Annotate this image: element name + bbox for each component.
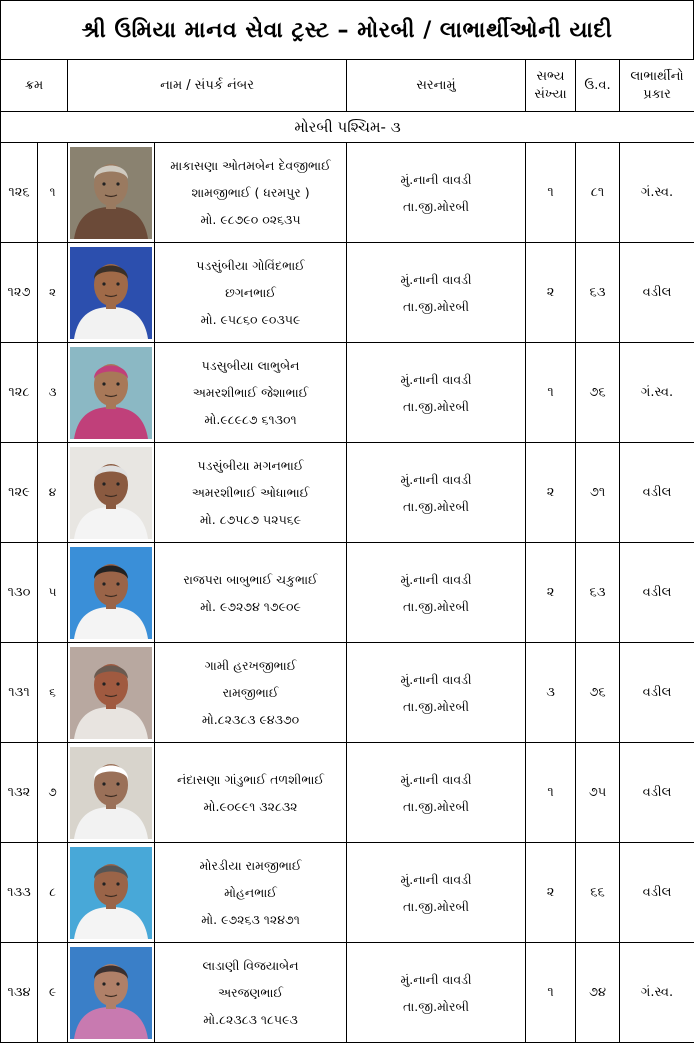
serial-number: ૧૩૧	[1, 643, 38, 743]
beneficiary-type: વડીલ	[620, 243, 694, 343]
beneficiary-type: વડીલ	[620, 443, 694, 543]
member-count: ૨	[526, 843, 576, 943]
phone-number: મો. ૯૭૨૬૩ ૧૨૪૭૧	[155, 906, 346, 933]
sub-number: ૪	[38, 443, 68, 543]
name-contact-cell	[155, 343, 347, 443]
portrait-photo	[70, 447, 152, 539]
age: ૭૬	[576, 343, 620, 443]
photo-cell	[68, 643, 155, 743]
photo-cell	[68, 243, 155, 343]
name-line-1: નંદાસણા ગાંડુભાઈ તળશીભાઈ	[155, 766, 346, 793]
address-cell	[347, 243, 526, 343]
beneficiary-type: ગં.સ્વ.	[620, 343, 694, 443]
beneficiary-table	[0, 59, 694, 1043]
name-line-2: મોહનભાઈ	[155, 879, 346, 906]
address-line-2: તા.જી.મોરબી	[347, 393, 525, 420]
beneficiary-type: ગં.સ્વ.	[620, 943, 694, 1043]
serial-number: ૧૨૭	[1, 243, 38, 343]
age: ૬૩	[576, 243, 620, 343]
member-count: ૨	[526, 243, 576, 343]
member-count: ૨	[526, 543, 576, 643]
address-line-1: મું.નાની વાવડી	[347, 766, 525, 793]
table-header-row	[1, 60, 694, 112]
portrait-photo	[70, 247, 152, 339]
name-contact-cell	[155, 243, 347, 343]
name-line-1: પડસુબીયા લાભુબેન	[155, 352, 346, 379]
address-cell	[347, 543, 526, 643]
name-contact-cell	[155, 743, 347, 843]
table-row	[1, 543, 694, 643]
serial-number: ૧૩૦	[1, 543, 38, 643]
header-members-line1: સભ્ય	[537, 69, 565, 84]
phone-number: મો. ૯૭૨૭૪ ૧૭૯૦૯	[155, 593, 346, 620]
name-line-1: લાડાણી વિજયાબેન	[155, 952, 346, 979]
address-line-2: તા.જી.મોરબી	[347, 493, 525, 520]
address-line-1: મું.નાની વાવડી	[347, 366, 525, 393]
address-cell	[347, 743, 526, 843]
table-row	[1, 243, 694, 343]
beneficiary-type: વડીલ	[620, 643, 694, 743]
table-row	[1, 143, 694, 243]
photo-cell	[68, 543, 155, 643]
address-cell	[347, 843, 526, 943]
age: ૭૫	[576, 743, 620, 843]
address-cell	[347, 643, 526, 743]
serial-number: ૧૨૬	[1, 143, 38, 243]
member-count: ૧	[526, 743, 576, 843]
age: ૭૧	[576, 443, 620, 543]
name-contact-cell	[155, 143, 347, 243]
name-line-1: પડસુંબીયા ગોવિંદભાઈ	[155, 252, 346, 279]
member-count: ૧	[526, 343, 576, 443]
beneficiary-type: વડીલ	[620, 843, 694, 943]
portrait-photo	[70, 547, 152, 639]
header-type-line1: લાભાર્થીનો	[630, 69, 683, 84]
name-contact-cell	[155, 543, 347, 643]
member-count: ૨	[526, 443, 576, 543]
serial-number: ૧૨૯	[1, 443, 38, 543]
portrait-photo	[70, 347, 152, 439]
name-line-2: રામજીભાઈ	[155, 679, 346, 706]
photo-cell	[68, 443, 155, 543]
address-line-2: તા.જી.મોરબી	[347, 893, 525, 920]
address-line-1: મું.નાની વાવડી	[347, 966, 525, 993]
address-line-2: તા.જી.મોરબી	[347, 293, 525, 320]
photo-cell	[68, 343, 155, 443]
sub-number: ૮	[38, 843, 68, 943]
address-cell	[347, 343, 526, 443]
header-type	[620, 60, 694, 112]
address-cell	[347, 443, 526, 543]
address-line-2: તા.જી.મોરબી	[347, 593, 525, 620]
serial-number: ૧૩૪	[1, 943, 38, 1043]
page-title: શ્રી ઉમિયા માનવ સેવા ટ્રસ્ટ – મોરબી / લાભાર્થીઓની યાદી	[0, 0, 694, 59]
name-line-2: અરજણભાઈ	[155, 979, 346, 1006]
name-contact-cell	[155, 843, 347, 943]
header-name: નામ / સંપર્ક નંબર	[68, 60, 347, 112]
header-kram: ક્રમ	[1, 60, 68, 112]
section-title: મોરબી પશ્ચિમ- ૩	[1, 112, 694, 143]
member-count: ૧	[526, 143, 576, 243]
member-count: ૧	[526, 943, 576, 1043]
table-row	[1, 443, 694, 543]
address-line-2: તા.જી.મોરબી	[347, 693, 525, 720]
beneficiary-type: ગં.સ્વ.	[620, 143, 694, 243]
name-line-1: પડસુંબીયા મગનભાઈ	[155, 452, 346, 479]
age: ૬૬	[576, 843, 620, 943]
address-line-1: મું.નાની વાવડી	[347, 566, 525, 593]
address-line-1: મું.નાની વાવડી	[347, 266, 525, 293]
section-row	[1, 112, 694, 143]
serial-number: ૧૨૮	[1, 343, 38, 443]
address-line-1: મું.નાની વાવડી	[347, 466, 525, 493]
photo-cell	[68, 943, 155, 1043]
portrait-photo	[70, 947, 152, 1039]
age: ૮૧	[576, 143, 620, 243]
name-line-1: રાજપરા બાબુભાઈ ચકુભાઈ	[155, 566, 346, 593]
phone-number: મો.૮૨૩૮૩ ૯૪૩૭૦	[155, 706, 346, 733]
phone-number: મો.૮૨૩૮૩ ૧૮૫૯૩	[155, 1006, 346, 1033]
phone-number: મો. ૮૭૫૮૭ ૫૨૫૬૯	[155, 506, 346, 533]
portrait-photo	[70, 147, 152, 239]
portrait-photo	[70, 647, 152, 739]
beneficiary-type: વડીલ	[620, 743, 694, 843]
table-row	[1, 643, 694, 743]
address-line-1: મું.નાની વાવડી	[347, 866, 525, 893]
name-line-1: મોરડીયા રામજીભાઈ	[155, 852, 346, 879]
phone-number: મો.૯૦૯૯૧ ૩૨૮૩૨	[155, 793, 346, 820]
address-line-2: તા.જી.મોરબી	[347, 793, 525, 820]
age: ૭૬	[576, 643, 620, 743]
table-row	[1, 943, 694, 1043]
phone-number: મો.૯૮૯૮૭ ૬૧૩૦૧	[155, 406, 346, 433]
age: ૬૩	[576, 543, 620, 643]
table-row	[1, 843, 694, 943]
member-count: ૩	[526, 643, 576, 743]
name-contact-cell	[155, 443, 347, 543]
name-line-2: છગનભાઈ	[155, 279, 346, 306]
name-line-1: ગામી હરખજીભાઈ	[155, 652, 346, 679]
name-line-2: શામજીભાઈ ( ધરમપુર )	[155, 179, 346, 206]
header-address: સરનામું	[347, 60, 526, 112]
portrait-photo	[70, 747, 152, 839]
name-contact-cell	[155, 943, 347, 1043]
address-line-1: મું.નાની વાવડી	[347, 166, 525, 193]
table-row	[1, 343, 694, 443]
sub-number: ૨	[38, 243, 68, 343]
sub-number: ૫	[38, 543, 68, 643]
address-line-1: મું.નાની વાવડી	[347, 666, 525, 693]
address-line-2: તા.જી.મોરબી	[347, 193, 525, 220]
photo-cell	[68, 143, 155, 243]
name-line-2: અમરશીભાઈ જેશાભાઈ	[155, 379, 346, 406]
photo-cell	[68, 743, 155, 843]
portrait-photo	[70, 847, 152, 939]
header-type-line2: પ્રકાર	[643, 87, 671, 102]
phone-number: મો. ૯૮૭૯૦ ૦૨૬૩૫	[155, 206, 346, 233]
address-cell	[347, 143, 526, 243]
serial-number: ૧૩૨	[1, 743, 38, 843]
age: ૭૪	[576, 943, 620, 1043]
address-cell	[347, 943, 526, 1043]
sub-number: ૯	[38, 943, 68, 1043]
header-members	[526, 60, 576, 112]
phone-number: મો. ૯૫૮૬૦ ૯૦૩૫૯	[155, 306, 346, 333]
sub-number: ૩	[38, 343, 68, 443]
sub-number: ૭	[38, 743, 68, 843]
table-row	[1, 743, 694, 843]
beneficiary-type: વડીલ	[620, 543, 694, 643]
name-contact-cell	[155, 643, 347, 743]
header-age: ઉ.વ.	[576, 60, 620, 112]
sub-number: ૬	[38, 643, 68, 743]
address-line-2: તા.જી.મોરબી	[347, 993, 525, 1020]
name-line-2: અમરશીભાઈ ઓધાભાઈ	[155, 479, 346, 506]
photo-cell	[68, 843, 155, 943]
sub-number: ૧	[38, 143, 68, 243]
name-line-1: માકાસણા ઓતમબેન દેવજીભાઈ	[155, 152, 346, 179]
header-members-line2: સંખ્યા	[534, 87, 566, 102]
serial-number: ૧૩૩	[1, 843, 38, 943]
